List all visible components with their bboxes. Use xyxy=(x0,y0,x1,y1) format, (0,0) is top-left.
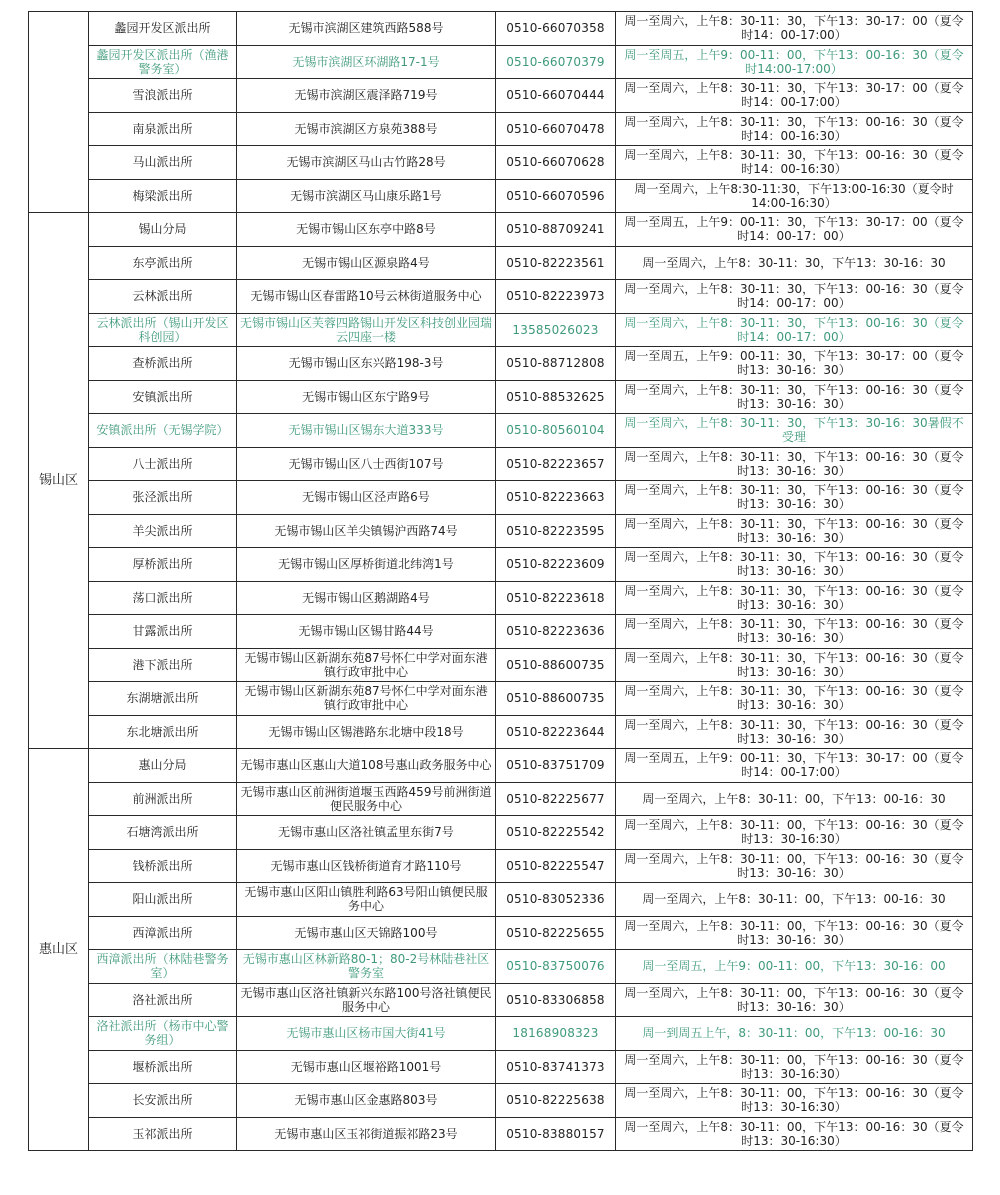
table-row xyxy=(29,12,973,46)
station-name-cell: 锡山分局 xyxy=(89,213,237,247)
table-row xyxy=(29,347,973,381)
table-row xyxy=(29,1117,973,1151)
table-row xyxy=(29,950,973,984)
address-cell: 无锡市锡山区东兴路198-3号 xyxy=(237,347,496,381)
hours-cell: 周一至周六，上午8：30-11：00，下午13：00-16：30（夏令时13：30-16：30） xyxy=(616,983,973,1017)
station-name-cell: 洛社派出所（杨市中心警务组） xyxy=(89,1017,237,1051)
address-cell: 无锡市锡山区东亭中路8号 xyxy=(237,213,496,247)
address-cell: 无锡市锡山区源泉路4号 xyxy=(237,246,496,280)
address-cell: 无锡市锡山区厚桥街道北纬湾1号 xyxy=(237,548,496,582)
phone-cell: 0510-82223561 xyxy=(496,246,616,280)
station-name-cell: 钱桥派出所 xyxy=(89,849,237,883)
station-name-cell: 马山派出所 xyxy=(89,146,237,180)
table-row xyxy=(29,682,973,716)
station-name-cell: 查桥派出所 xyxy=(89,347,237,381)
table-row xyxy=(29,414,973,448)
hours-cell: 周一至周五，上午9：00-11：30，下午13：30-17：00（夏令时13：30-16：30） xyxy=(616,347,973,381)
hours-cell: 周一至周六，上午8:30-11:30，下午13:00-16:30（夏令时14:00-16:30） xyxy=(616,179,973,213)
table-row xyxy=(29,548,973,582)
station-name-cell: 厚桥派出所 xyxy=(89,548,237,582)
table-row xyxy=(29,213,973,247)
address-cell: 无锡市锡山区锡港路东北塘中段18号 xyxy=(237,715,496,749)
address-cell: 无锡市锡山区锡东大道333号 xyxy=(237,414,496,448)
hours-cell: 周一至周六，上午8：30-11：00，下午13：00-16：30（夏令时13：30-16:30） xyxy=(616,1084,973,1118)
hours-cell: 周一至周六，上午8：30-11：30，下午13：00-16：30（夏令时14：00-16:30） xyxy=(616,112,973,146)
station-name-cell: 荡口派出所 xyxy=(89,581,237,615)
table-row xyxy=(29,715,973,749)
station-name-cell: 西漳派出所（林陆巷警务室） xyxy=(89,950,237,984)
station-name-cell: 东亭派出所 xyxy=(89,246,237,280)
phone-cell: 18168908323 xyxy=(496,1017,616,1051)
address-cell: 无锡市惠山区惠山大道108号惠山政务服务中心 xyxy=(237,749,496,783)
hours-cell: 周一至周六，上午8：30-11：30，下午13：30-17：00（夏令时14：00-17:00） xyxy=(616,12,973,46)
table-row xyxy=(29,983,973,1017)
table-row xyxy=(29,514,973,548)
station-name-cell: 东北塘派出所 xyxy=(89,715,237,749)
table-row xyxy=(29,280,973,314)
address-cell: 无锡市锡山区新湖东苑87号怀仁中学对面东港镇行政审批中心 xyxy=(237,648,496,682)
phone-cell: 0510-66070596 xyxy=(496,179,616,213)
table-row xyxy=(29,782,973,816)
phone-cell: 0510-82223609 xyxy=(496,548,616,582)
station-name-cell: 西漳派出所 xyxy=(89,916,237,950)
hours-cell: 周一至周五，上午9：00-11：30，下午13：30-17：00（夏令时14：00-17:00） xyxy=(616,749,973,783)
hours-cell: 周一至周五，上午9：00-11：30，下午13：30-17：00（夏令时14：00-17：00） xyxy=(616,213,973,247)
address-cell: 无锡市惠山区阳山镇胜利路63号阳山镇便民服务中心 xyxy=(237,883,496,917)
address-cell: 无锡市锡山区春雷路10号云林街道服务中心 xyxy=(237,280,496,314)
address-cell: 无锡市滨湖区马山康乐路1号 xyxy=(237,179,496,213)
table-row xyxy=(29,380,973,414)
address-cell: 无锡市锡山区东宁路9号 xyxy=(237,380,496,414)
station-name-cell: 梅梁派出所 xyxy=(89,179,237,213)
station-name-cell: 前洲派出所 xyxy=(89,782,237,816)
station-name-cell: 南泉派出所 xyxy=(89,112,237,146)
hours-cell: 周一至周六，上午8：30-11：30，下午13：00-16：30（夏令时13：30-16：30） xyxy=(616,514,973,548)
hours-cell: 周一至周六，上午8：30-11：30，下午13：30-16：30 xyxy=(616,246,973,280)
station-name-cell: 惠山分局 xyxy=(89,749,237,783)
station-name-cell: 长安派出所 xyxy=(89,1084,237,1118)
hours-cell: 周一至周六，上午8：30-11：30，下午13：00-16：30（夏令时13：30-16：30） xyxy=(616,380,973,414)
table-row xyxy=(29,179,973,213)
address-cell: 无锡市滨湖区方泉苑388号 xyxy=(237,112,496,146)
table-row xyxy=(29,849,973,883)
station-name-cell: 云林派出所 xyxy=(89,280,237,314)
hours-cell: 周一至周五，上午9：00-11：00，下午13：30-16：00 xyxy=(616,950,973,984)
address-cell: 无锡市锡山区泾声路6号 xyxy=(237,481,496,515)
phone-cell: 0510-66070379 xyxy=(496,45,616,79)
hours-cell: 周一至周六，上午8：30-11：00，下午13：00-16：30 xyxy=(616,782,973,816)
phone-cell: 0510-88712808 xyxy=(496,347,616,381)
hours-cell: 周一至周六，上午8：30-11：30，下午13：00-16：30（夏令时14：00-17：00） xyxy=(616,280,973,314)
address-cell: 无锡市锡山区羊尖镇锡沪西路74号 xyxy=(237,514,496,548)
station-name-cell: 安镇派出所（无锡学院） xyxy=(89,414,237,448)
phone-cell: 0510-82223663 xyxy=(496,481,616,515)
station-name-cell: 云林派出所（锡山开发区科创园） xyxy=(89,313,237,347)
address-cell: 无锡市惠山区堰裕路1001号 xyxy=(237,1050,496,1084)
police-station-table xyxy=(28,11,973,1151)
address-cell: 无锡市惠山区洛社镇新兴东路100号洛社镇便民服务中心 xyxy=(237,983,496,1017)
address-cell: 无锡市惠山区玉祁街道振祁路23号 xyxy=(237,1117,496,1151)
address-cell: 无锡市锡山区锡甘路44号 xyxy=(237,615,496,649)
phone-cell: 0510-83052336 xyxy=(496,883,616,917)
phone-cell: 0510-83751709 xyxy=(496,749,616,783)
hours-cell: 周一至周六，上午8：30-11：00，下午13：00-16：30（夏令时13：30-16:30） xyxy=(616,1117,973,1151)
phone-cell: 0510-83306858 xyxy=(496,983,616,1017)
phone-cell: 0510-82225547 xyxy=(496,849,616,883)
phone-cell: 0510-82225655 xyxy=(496,916,616,950)
hours-cell: 周一至周六，上午8：30-11：30，下午13：00-16：30（夏令时13：30-16：30） xyxy=(616,481,973,515)
table-row xyxy=(29,45,973,79)
hours-cell: 周一至周六，上午8：30-11：30，下午13：00-16：30（夏令时13：30-16：30） xyxy=(616,715,973,749)
phone-cell: 0510-82225677 xyxy=(496,782,616,816)
table-row xyxy=(29,1050,973,1084)
hours-cell: 周一至周五，上午9：00-11：00，下午13：00-16：30（夏令时14:00-17:00） xyxy=(616,45,973,79)
table-row xyxy=(29,481,973,515)
table-row xyxy=(29,581,973,615)
hours-cell: 周一至周六，上午8：30-11：00，下午13：00-16：30 xyxy=(616,883,973,917)
phone-cell: 0510-66070444 xyxy=(496,79,616,113)
phone-cell: 0510-82223595 xyxy=(496,514,616,548)
address-cell: 无锡市锡山区八士西街107号 xyxy=(237,447,496,481)
station-name-cell: 雪浪派出所 xyxy=(89,79,237,113)
hours-cell: 周一至周六，上午8：30-11：30，下午13：30-17：00（夏令时14：00-17:00） xyxy=(616,79,973,113)
table-row xyxy=(29,816,973,850)
table-row xyxy=(29,447,973,481)
hours-cell: 周一至周六，上午8：30-11：00，下午13：00-16：30（夏令时13：30-16:30） xyxy=(616,816,973,850)
phone-cell: 0510-82223618 xyxy=(496,581,616,615)
phone-cell: 0510-88709241 xyxy=(496,213,616,247)
table-row xyxy=(29,112,973,146)
table-row xyxy=(29,1017,973,1051)
station-name-cell: 甘露派出所 xyxy=(89,615,237,649)
address-cell: 无锡市滨湖区环湖路17-1号 xyxy=(237,45,496,79)
hours-cell: 周一至周六，上午8：30-11：00，下午13：00-16：30（夏令时13：30-16：30） xyxy=(616,916,973,950)
table-row xyxy=(29,749,973,783)
station-name-cell: 石塘湾派出所 xyxy=(89,816,237,850)
phone-cell: 0510-82225542 xyxy=(496,816,616,850)
phone-cell: 0510-82223657 xyxy=(496,447,616,481)
table-row xyxy=(29,1084,973,1118)
station-name-cell: 八士派出所 xyxy=(89,447,237,481)
hours-cell: 周一至周六，上午8：30-11：00，下午13：00-16：30（夏令时13：30-16:30） xyxy=(616,1050,973,1084)
hours-cell: 周一至周六，上午8：30-11：30，下午13：00-16：30（夏令时13：30-16：30） xyxy=(616,615,973,649)
address-cell: 无锡市滨湖区建筑西路588号 xyxy=(237,12,496,46)
phone-cell: 0510-88600735 xyxy=(496,648,616,682)
table-row xyxy=(29,916,973,950)
phone-cell: 0510-82223636 xyxy=(496,615,616,649)
station-name-cell: 东湖塘派出所 xyxy=(89,682,237,716)
phone-cell: 0510-66070358 xyxy=(496,12,616,46)
phone-cell: 0510-82223644 xyxy=(496,715,616,749)
table-row xyxy=(29,246,973,280)
phone-cell: 0510-83750076 xyxy=(496,950,616,984)
district-cell: 惠山区 xyxy=(29,749,89,1151)
station-name-cell: 安镇派出所 xyxy=(89,380,237,414)
hours-cell: 周一至周六，上午8：30-11：30，下午13：00-16：30（夏令时14：00-17：00） xyxy=(616,313,973,347)
address-cell: 无锡市滨湖区马山古竹路28号 xyxy=(237,146,496,180)
phone-cell: 0510-66070478 xyxy=(496,112,616,146)
phone-cell: 0510-88600735 xyxy=(496,682,616,716)
station-name-cell: 张泾派出所 xyxy=(89,481,237,515)
address-cell: 无锡市惠山区林新路80-1；80-2号林陆巷社区警务室 xyxy=(237,950,496,984)
address-cell: 无锡市锡山区鹅湖路4号 xyxy=(237,581,496,615)
address-cell: 无锡市惠山区天锦路100号 xyxy=(237,916,496,950)
station-name-cell: 堰桥派出所 xyxy=(89,1050,237,1084)
address-cell: 无锡市惠山区杨市国大街41号 xyxy=(237,1017,496,1051)
address-cell: 无锡市惠山区钱桥街道育才路110号 xyxy=(237,849,496,883)
phone-cell: 0510-83880157 xyxy=(496,1117,616,1151)
table-row xyxy=(29,883,973,917)
address-cell: 无锡市锡山区新湖东苑87号怀仁中学对面东港镇行政审批中心 xyxy=(237,682,496,716)
address-cell: 无锡市滨湖区震泽路719号 xyxy=(237,79,496,113)
station-name-cell: 蠡园开发区派出所 xyxy=(89,12,237,46)
address-cell: 无锡市惠山区前洲街道堰玉西路459号前洲街道便民服务中心 xyxy=(237,782,496,816)
station-name-cell: 阳山派出所 xyxy=(89,883,237,917)
station-name-cell: 蠡园开发区派出所（渔港警务室） xyxy=(89,45,237,79)
district-cell xyxy=(29,12,89,213)
hours-cell: 周一至周六，上午8：30-11：30，下午13：00-16：30（夏令时14：00-16:30） xyxy=(616,146,973,180)
table-row xyxy=(29,648,973,682)
hours-cell: 周一到周五上午，8：30-11：00，下午13：00-16：30 xyxy=(616,1017,973,1051)
table-row xyxy=(29,615,973,649)
station-name-cell: 洛社派出所 xyxy=(89,983,237,1017)
hours-cell: 周一至周六，上午8：30-11：30，下午13：00-16：30（夏令时13：30-16：30） xyxy=(616,648,973,682)
phone-cell: 0510-83741373 xyxy=(496,1050,616,1084)
hours-cell: 周一至周六，上午8：30-11：30，下午13：00-16：30（夏令时13：30-16：30） xyxy=(616,447,973,481)
address-cell: 无锡市惠山区洛社镇孟里东街7号 xyxy=(237,816,496,850)
hours-cell: 周一至周六，上午8：30-11：30，下午13：00-16：30（夏令时13：30-16：30） xyxy=(616,682,973,716)
address-cell: 无锡市惠山区金惠路803号 xyxy=(237,1084,496,1118)
phone-cell: 0510-66070628 xyxy=(496,146,616,180)
address-cell: 无锡市锡山区芙蓉四路锡山开发区科技创业园瑞云四座一楼 xyxy=(237,313,496,347)
district-cell: 锡山区 xyxy=(29,213,89,749)
hours-cell: 周一至周六，上午8：30-11：00，下午13：00-16：30（夏令时13：30-16：30） xyxy=(616,849,973,883)
table-row xyxy=(29,146,973,180)
station-name-cell: 羊尖派出所 xyxy=(89,514,237,548)
hours-cell: 周一至周六，上午8：30-11：30，下午13：00-16：30（夏令时13：30-16：30） xyxy=(616,548,973,582)
hours-cell: 周一至周六，上午8：30-11：30，下午13：30-16：30暑假不受理 xyxy=(616,414,973,448)
phone-cell: 0510-82225638 xyxy=(496,1084,616,1118)
table-row xyxy=(29,313,973,347)
phone-cell: 0510-88532625 xyxy=(496,380,616,414)
phone-cell: 0510-82223973 xyxy=(496,280,616,314)
phone-cell: 0510-80560104 xyxy=(496,414,616,448)
station-name-cell: 玉祁派出所 xyxy=(89,1117,237,1151)
phone-cell: 13585026023 xyxy=(496,313,616,347)
table-row xyxy=(29,79,973,113)
station-name-cell: 港下派出所 xyxy=(89,648,237,682)
hours-cell: 周一至周六，上午8：30-11：30，下午13：00-16：30（夏令时13：30-16：30） xyxy=(616,581,973,615)
